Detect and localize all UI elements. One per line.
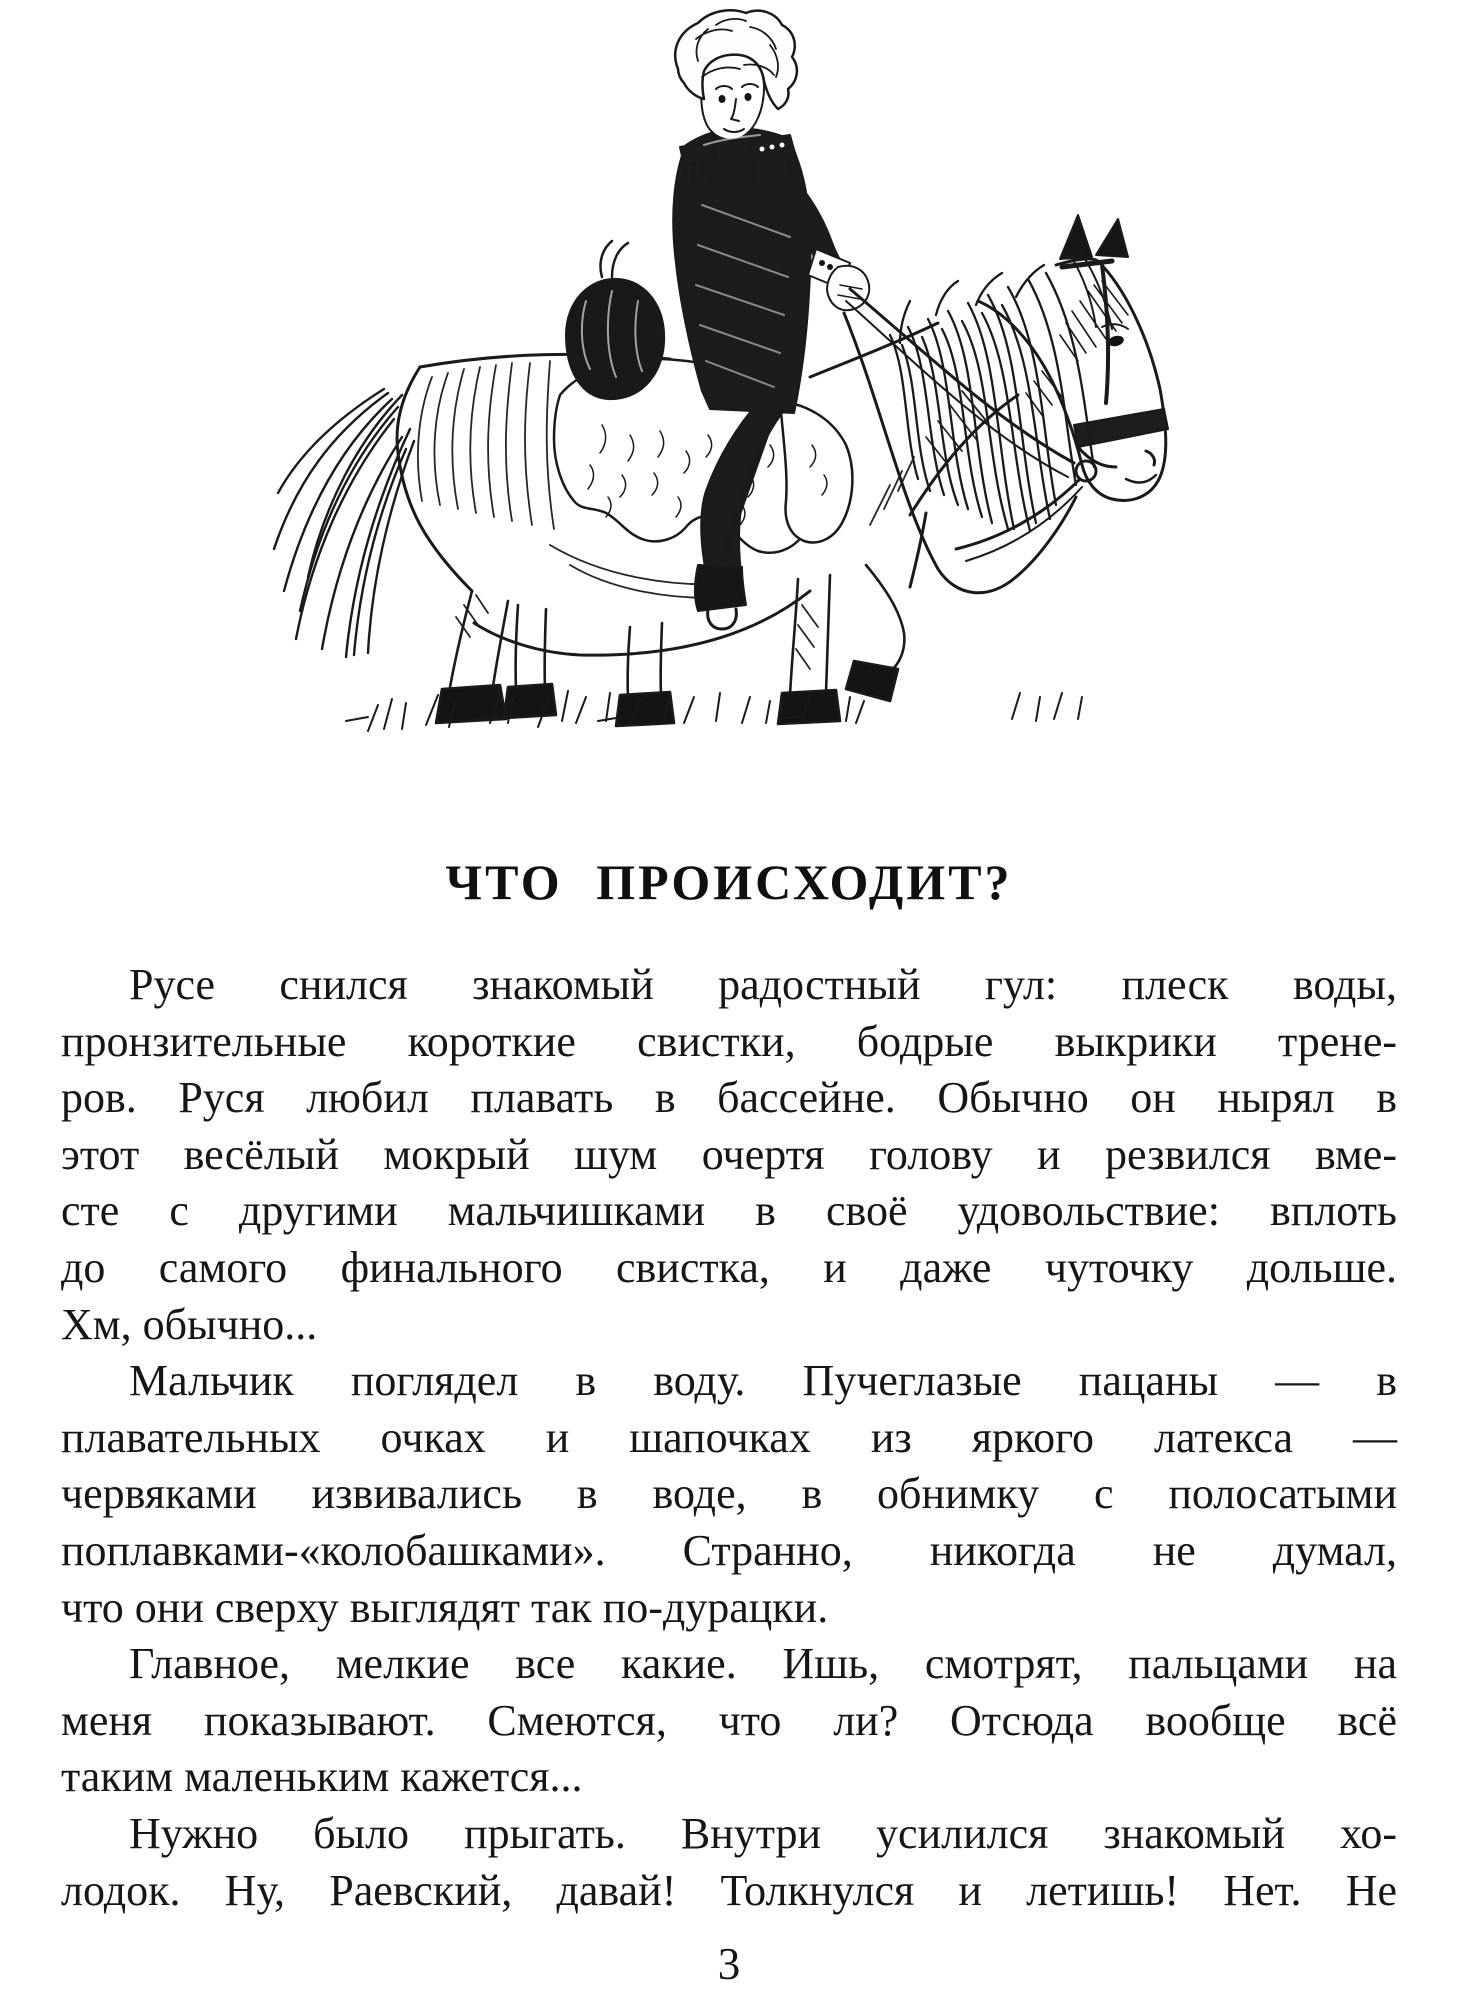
paragraph	[61, 957, 1397, 1353]
paragraph	[61, 1806, 1397, 1919]
horse-tail	[274, 389, 414, 657]
rider-head	[675, 10, 797, 145]
page-number: 3	[717, 1939, 741, 1989]
text-line: Хм, обычно...	[61, 1299, 318, 1349]
horse-mane	[890, 265, 1094, 531]
text-line: червяками извивались в воде, в обнимку с полосатыми	[61, 1469, 1397, 1519]
text-line: Нужно было прыгать. Внутри усилился знакомый хо-	[129, 1808, 1397, 1858]
saddle-roll	[566, 241, 664, 399]
text-line: что они сверху выглядят так по-дурацки.	[61, 1582, 829, 1632]
body-text	[61, 957, 1397, 1919]
text-line: меня показывают. Смеются, что ли? Отсюда вообще всё	[61, 1695, 1397, 1745]
text-line: пронзительные короткие свистки, бодрые выкрики трене-	[61, 1016, 1397, 1066]
text-line: Русе снился знакомый радостный гул: плеск воды,	[129, 960, 1397, 1009]
text-line: сте с другими мальчишками в своё удовольствие: вплоть	[61, 1186, 1397, 1236]
text-line: до самого финального свистка, и даже чуточку дольше.	[61, 1242, 1397, 1292]
paragraph	[61, 1353, 1397, 1636]
rider-torso	[673, 128, 869, 413]
text-line: Главное, мелкие все какие. Ишь, смотрят, пальцами на	[129, 1639, 1397, 1689]
text-line: этот весёлый мокрый шум очертя голову и резвился вме-	[61, 1129, 1397, 1179]
text-line: плавательных очках и шапочках из яркого латекса —	[61, 1412, 1397, 1462]
chapter-title: ЧТО ПРОИСХОДИТ?	[445, 854, 1013, 910]
boy-on-pony-illustration	[250, 5, 1205, 740]
horse-legs	[436, 565, 904, 726]
text-line: Мальчик поглядел в воду. Пучеглазые пацаны — в	[129, 1356, 1397, 1406]
text-line: таким маленьким кажется...	[61, 1752, 583, 1802]
text-line: лодок. Ну, Раевский, давай! Толкнулся и летишь! Нет. Не	[61, 1865, 1397, 1915]
text-line: ров. Руся любил плавать в бассейне. Обычно он нырял в	[61, 1073, 1397, 1123]
paragraph	[61, 1636, 1397, 1806]
text-line: поплавками-«колобашками». Странно, никогда не думал,	[61, 1525, 1397, 1575]
